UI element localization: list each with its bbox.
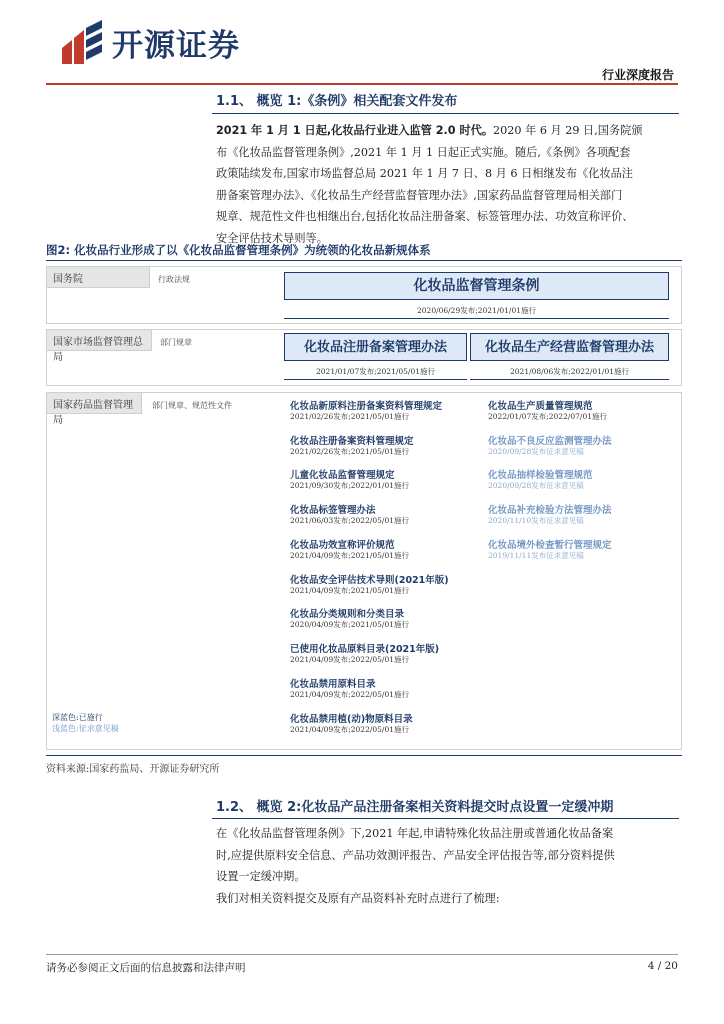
figure-bottom-rule bbox=[46, 755, 682, 756]
footer-divider bbox=[46, 954, 678, 955]
reg-registration-filing: 化妆品注册备案管理办法 bbox=[284, 333, 467, 361]
section2-paragraph-2: 我们对相关资料提交及原有产品资料补充时点进行了梳理: bbox=[216, 892, 500, 905]
section-heading-2: 1.2、 概览 2:化妆品产品注册备案相关资料提交时点设置一定缓冲期 bbox=[216, 800, 614, 815]
note-state-council: 行政法规 bbox=[158, 275, 190, 284]
reg-date: 2020/06/29发布;2021/01/01施行 bbox=[417, 306, 536, 315]
doc-title: 化妆品生产质量管理规范 bbox=[488, 401, 593, 412]
doc-date: 2021/04/09发布;2022/05/01施行 bbox=[290, 655, 409, 664]
header-divider bbox=[46, 83, 678, 85]
doc-title: 化妆品安全评估技术导则(2021年版) bbox=[290, 575, 449, 586]
reg-cosmetics-supervision: 化妆品监督管理条例 bbox=[284, 272, 669, 300]
label-state-council: 国务院 bbox=[46, 266, 150, 288]
doc-date: 2021/02/26发布;2021/05/01施行 bbox=[290, 447, 409, 456]
doc-date: 2021/06/03发布;2022/05/01施行 bbox=[290, 516, 409, 525]
para-line: 安全评估技术导则等。 bbox=[216, 231, 328, 245]
doc-date: 2021/04/09发布;2021/05/01施行 bbox=[290, 551, 409, 560]
note-nmpa: 部门规章、规范性文件 bbox=[152, 401, 232, 410]
doc-title: 化妆品注册备案资料管理规定 bbox=[290, 436, 414, 447]
doc-date: 2021/04/09发布;2021/05/01施行 bbox=[290, 586, 409, 595]
doc-title: 化妆品分类规则和分类目录 bbox=[290, 609, 405, 620]
label-samr: 国家市场监督管理总局 bbox=[46, 329, 152, 351]
section-heading-rule bbox=[212, 113, 679, 114]
label-nmpa: 国家药品监督管理局 bbox=[46, 392, 142, 414]
doc-date: 2021/04/09发布;2022/05/01施行 bbox=[290, 690, 409, 699]
reg-date: 2021/08/06发布;2022/01/01施行 bbox=[510, 367, 629, 376]
para-line: 册备案管理办法》、《化妆品生产经营监督管理办法》,国家药品监督管理局相关部门 bbox=[216, 188, 623, 202]
doc-title-draft: 化妆品补充检验方法管理办法 bbox=[488, 505, 612, 516]
section-heading-1: 1.1、 概览 1:《条例》相关配套文件发布 bbox=[216, 94, 458, 109]
doc-date: 2021/04/09发布;2022/05/01施行 bbox=[290, 725, 409, 734]
date-underline bbox=[284, 318, 669, 319]
doc-date: 2020/04/09发布;2021/05/01施行 bbox=[290, 620, 409, 629]
legend-dark: 深蓝色:已施行 bbox=[52, 713, 103, 722]
doc-date-draft: 2020/09/28发布征求意见稿 bbox=[488, 447, 584, 456]
doc-date-draft: 2019/11/11发布征求意见稿 bbox=[488, 551, 584, 560]
brand-logo-text: 开源证券 bbox=[112, 28, 240, 64]
lead-sentence: 2021 年 1 月 1 日起,化妆品行业进入监管 2.0 时代。 bbox=[216, 124, 494, 137]
doc-date-draft: 2020/09/28发布征求意见稿 bbox=[488, 481, 584, 490]
doc-title-draft: 化妆品境外检查暂行管理规定 bbox=[488, 540, 612, 551]
doc-title-draft: 化妆品抽样检验管理规范 bbox=[488, 470, 593, 481]
reg-date: 2021/01/07发布;2021/05/01施行 bbox=[316, 367, 435, 376]
section-heading-rule bbox=[212, 818, 679, 819]
doc-title-draft: 化妆品不良反应监测管理办法 bbox=[488, 436, 612, 447]
legend-light: 浅蓝色:征求意见稿 bbox=[52, 724, 119, 733]
section2-paragraph bbox=[216, 823, 682, 888]
doc-date: 2021/09/30发布;2022/01/01施行 bbox=[290, 481, 409, 490]
doc-title: 化妆品禁用植(动)物原料目录 bbox=[290, 714, 413, 725]
logo-icon bbox=[58, 18, 108, 68]
doc-title: 已使用化妆品原料目录(2021年版) bbox=[290, 644, 440, 655]
page-number: 4 / 20 bbox=[647, 960, 678, 972]
footer-disclaimer: 请务必参阅正文后面的信息披露和法律声明 bbox=[46, 962, 246, 974]
figure-title: 图2: 化妆品行业形成了以《化妆品监督管理条例》为统领的化妆品新规体系 bbox=[46, 243, 431, 257]
doc-title: 化妆品新原料注册备案资料管理规定 bbox=[290, 401, 443, 412]
para-line: 在《化妆品监督管理条例》下,2021 年起,申请特殊化妆品注册或普通化妆品备案 bbox=[216, 827, 614, 840]
figure-source: 资料来源:国家药监局、开源证券研究所 bbox=[46, 764, 220, 775]
doc-title: 儿童化妆品监督管理规定 bbox=[290, 470, 395, 481]
para-line: 规章、规范性文件也相继出台,包括化妆品注册备案、标签管理办法、功效宣称评价、 bbox=[216, 210, 634, 223]
para-line: 设置一定缓冲期。 bbox=[216, 870, 306, 883]
doc-date: 2021/02/26发布;2021/05/01施行 bbox=[290, 412, 409, 421]
date-underline bbox=[470, 379, 669, 380]
note-samr: 部门规章 bbox=[160, 338, 192, 347]
doc-title: 化妆品禁用原料目录 bbox=[290, 679, 376, 690]
doc-date-draft: 2020/11/10发布征求意见稿 bbox=[488, 516, 584, 525]
doc-title: 化妆品标签管理办法 bbox=[290, 505, 376, 516]
section1-paragraph bbox=[216, 120, 682, 249]
reg-production-operation: 化妆品生产经营监督管理办法 bbox=[470, 333, 669, 361]
para-line: 2020 年 6 月 29 日,国务院颁 bbox=[493, 124, 643, 137]
figure-legend bbox=[52, 712, 119, 734]
date-underline bbox=[284, 379, 467, 380]
report-type: 行业深度报告 bbox=[601, 68, 674, 82]
doc-date: 2022/01/07发布;2022/07/01施行 bbox=[488, 412, 607, 421]
para-line: 时,应提供原料安全信息、产品功效测评报告、产品安全评估报告等,部分资料提供 bbox=[216, 848, 615, 862]
figure-title-rule bbox=[46, 260, 682, 261]
doc-title: 化妆品功效宣称评价规范 bbox=[290, 540, 395, 551]
para-line: 政策陆续发布,国家市场监督总局 2021 年 1 月 7 日、8 月 6 日相继发布《化妆品注 bbox=[216, 167, 633, 180]
para-line: 布《化妆品监督管理条例》,2021 年 1 月 1 日起正式实施。随后,《条例》各项配套 bbox=[216, 145, 631, 159]
